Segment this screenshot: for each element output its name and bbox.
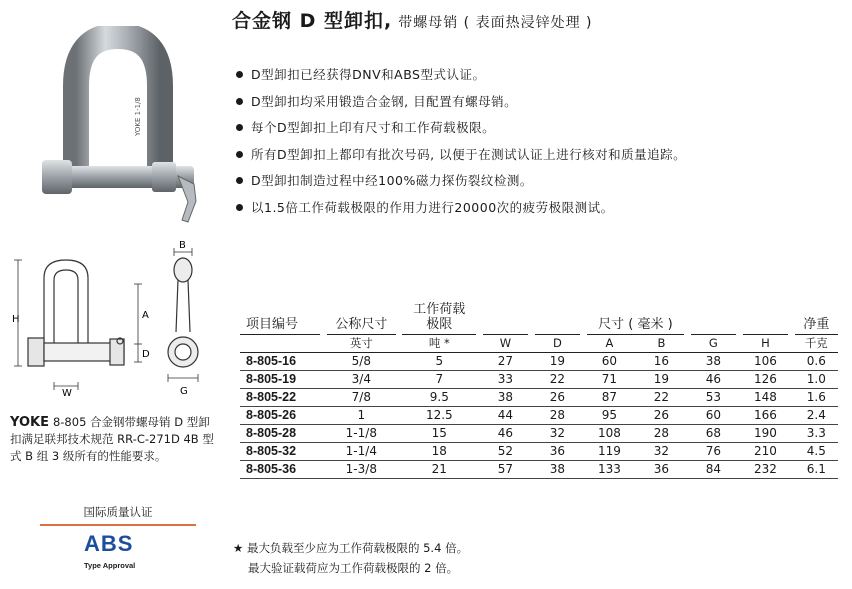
table-cell: 21 <box>402 460 476 478</box>
table-cell: 52 <box>483 442 529 460</box>
table-cell: 1-1/8 <box>327 424 396 442</box>
table-cell: 106 <box>743 352 789 370</box>
table-cell: 12.5 <box>402 406 476 424</box>
table-cell: 28 <box>535 406 581 424</box>
table-cell: 57 <box>483 460 529 478</box>
table-cell: 84 <box>691 460 737 478</box>
table-cell: 32 <box>639 442 685 460</box>
table-cell: 38 <box>483 388 529 406</box>
feature-item: D型卸扣均采用锻造合金钢, 目配置有螺母销。 <box>236 89 686 116</box>
bullet-icon <box>236 204 243 211</box>
table-cell: 119 <box>587 442 633 460</box>
table-cell: 27 <box>483 352 529 370</box>
table-cell: 16 <box>639 352 685 370</box>
table-cell: 95 <box>587 406 633 424</box>
table-cell: 5 <box>402 352 476 370</box>
brand-name: YOKE <box>10 415 49 430</box>
table-cell: 3.3 <box>795 424 838 442</box>
unit-cell: W <box>483 334 529 352</box>
product-description <box>10 414 216 465</box>
table-cell: 148 <box>743 388 789 406</box>
table-cell: 46 <box>691 370 737 388</box>
table-cell: 9.5 <box>402 388 476 406</box>
table-cell: 15 <box>402 424 476 442</box>
table-cell: 19 <box>535 352 581 370</box>
table-cell: 53 <box>691 388 737 406</box>
footnotes <box>233 538 468 578</box>
bullet-icon <box>236 151 243 158</box>
table-cell: 76 <box>691 442 737 460</box>
table-cell: 33 <box>483 370 529 388</box>
table-cell: 19 <box>639 370 685 388</box>
svg-text:YOKE 1-1/8: YOKE 1-1/8 <box>134 97 142 136</box>
table-cell: 133 <box>587 460 633 478</box>
table-row <box>240 388 838 406</box>
table-cell: 68 <box>691 424 737 442</box>
table-cell: 46 <box>483 424 529 442</box>
table-row <box>240 460 838 478</box>
unit-cell: D <box>535 334 581 352</box>
table-cell: 1.6 <box>795 388 838 406</box>
table-row <box>240 370 838 388</box>
table-cell: 36 <box>639 460 685 478</box>
table-cell: 28 <box>639 424 685 442</box>
item-code-cell: 8-805-32 <box>240 442 320 460</box>
feature-item: 所有D型卸扣上都印有批次号码, 以便于在测试认证上进行核对和质量追踪。 <box>236 142 686 169</box>
table-cell: 1.0 <box>795 370 838 388</box>
bullet-icon <box>236 98 243 105</box>
item-code-cell: 8-805-16 <box>240 352 320 370</box>
table-cell: 22 <box>535 370 581 388</box>
footnote: 最大验证载荷应为工作荷载极限的 2 倍。 <box>248 561 459 575</box>
table-cell: 6.1 <box>795 460 838 478</box>
dim-label-a: A <box>142 310 149 321</box>
table-cell: 71 <box>587 370 633 388</box>
feature-item: 每个D型卸扣上印有尺寸和工作荷载极限。 <box>236 115 686 142</box>
table-cell: 126 <box>743 370 789 388</box>
dim-label-d: D <box>142 349 150 360</box>
table-cell: 1-1/4 <box>327 442 396 460</box>
table-cell: 108 <box>587 424 633 442</box>
table-cell: 26 <box>639 406 685 424</box>
dim-label-b: B <box>179 240 186 251</box>
unit-cell: 千克 <box>795 334 838 352</box>
table-header-row <box>240 300 838 334</box>
table-cell: 5/8 <box>327 352 396 370</box>
table-cell: 44 <box>483 406 529 424</box>
item-code-cell: 8-805-19 <box>240 370 320 388</box>
table-cell: 190 <box>743 424 789 442</box>
unit-cell: H <box>743 334 789 352</box>
table-cell: 3/4 <box>327 370 396 388</box>
table-cell: 232 <box>743 460 789 478</box>
table-cell: 60 <box>691 406 737 424</box>
unit-cell: 吨 * <box>402 334 476 352</box>
table-cell: 1-3/8 <box>327 460 396 478</box>
table-cell: 60 <box>587 352 633 370</box>
table-cell: 166 <box>743 406 789 424</box>
certification-divider <box>40 524 196 526</box>
item-code-cell: 8-805-28 <box>240 424 320 442</box>
unit-cell: B <box>639 334 685 352</box>
feature-item: 以1.5倍工作荷载极限的作用力进行20000次的疲劳极限测试。 <box>236 195 686 222</box>
table-cell: 1 <box>327 406 396 424</box>
feature-list <box>236 62 686 222</box>
table-cell: 210 <box>743 442 789 460</box>
spec-table <box>240 300 838 479</box>
footnote: ★ 最大负载至少应为工作荷载极限的 5.4 倍。 <box>233 541 469 555</box>
item-code-cell: 8-805-22 <box>240 388 320 406</box>
dim-label-w: W <box>62 388 72 398</box>
table-cell: 2.4 <box>795 406 838 424</box>
shackle-photo <box>28 26 213 226</box>
table-cell: 22 <box>639 388 685 406</box>
item-code-cell: 8-805-26 <box>240 406 320 424</box>
unit-cell: 英寸 <box>327 334 396 352</box>
bullet-icon <box>236 177 243 184</box>
table-cell: 0.6 <box>795 352 838 370</box>
table-cell: 26 <box>535 388 581 406</box>
certification-title: 国际质量认证 <box>83 505 153 519</box>
header-wll: 工作荷载极限 <box>402 300 476 334</box>
table-row <box>240 406 838 424</box>
table-cell: 38 <box>535 460 581 478</box>
table-row <box>240 424 838 442</box>
table-row <box>240 442 838 460</box>
table-cell: 36 <box>535 442 581 460</box>
feature-item: D型卸扣已经获得DNV和ABS型式认证。 <box>236 62 686 89</box>
bullet-icon <box>236 71 243 78</box>
table-units-row <box>240 334 838 352</box>
unit-cell: G <box>691 334 737 352</box>
table-cell: 4.5 <box>795 442 838 460</box>
title-sub: 带螺母销 ( 表面热浸锌处理 ) <box>398 15 593 31</box>
abs-subtitle: Type Approval <box>84 561 136 570</box>
table-cell: 18 <box>402 442 476 460</box>
header-dimensions: 尺寸 ( 毫米 ) <box>587 300 685 334</box>
dimension-drawing <box>8 238 208 398</box>
dim-label-h: H <box>12 314 20 325</box>
table-cell: 38 <box>691 352 737 370</box>
abs-logo: ABS <box>84 531 134 556</box>
table-cell: 32 <box>535 424 581 442</box>
description-text: 8-805 合金钢带螺母销 D 型卸扣满足联邦技术规范 RR-C-271D 4B 型式 B 组 3 级所有的性能要求。 <box>10 415 214 463</box>
header-nominal: 公称尺寸 <box>327 300 396 334</box>
table-cell: 7 <box>402 370 476 388</box>
title-main: 合金钢 D 型卸扣, <box>232 10 393 32</box>
item-code-cell: 8-805-36 <box>240 460 320 478</box>
header-weight: 净重 <box>795 300 838 334</box>
dim-label-g: G <box>180 386 188 397</box>
page-title <box>232 6 593 33</box>
header-code: 项目编号 <box>240 300 320 334</box>
table-cell: 7/8 <box>327 388 396 406</box>
table-row <box>240 352 838 370</box>
unit-cell: A <box>587 334 633 352</box>
feature-item: D型卸扣制造过程中经100%磁力探伤裂纹检测。 <box>236 168 686 195</box>
table-cell: 87 <box>587 388 633 406</box>
bullet-icon <box>236 124 243 131</box>
